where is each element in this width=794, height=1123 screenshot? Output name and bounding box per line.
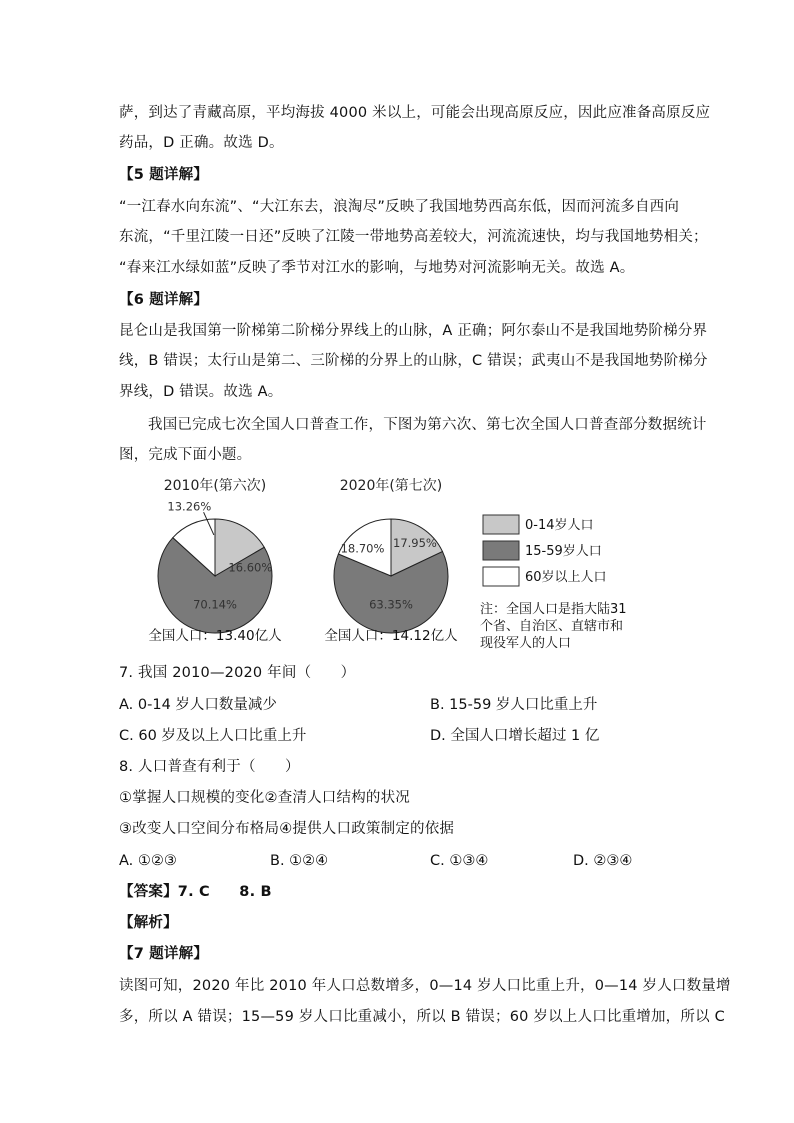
legend-note: 注：全国人口是指大陆31 (480, 602, 627, 617)
pie-slice-label: 18.70% (340, 541, 385, 556)
option-7d: D. 全国人口增长超过 1 亿 (430, 728, 600, 744)
legend-swatch-60plus (483, 567, 519, 586)
option-7b: B. 15-59 岁人口比重上升 (430, 697, 598, 713)
legend-note: 个省、自治区、直辖市和 (480, 619, 624, 634)
question-7: 7. 我国 2010—2020 年间（ ） (119, 665, 356, 681)
pie-title: 2020年(第七次) (339, 478, 443, 494)
text-line: “春来江水绿如蓝”反映了季节对江水的影响，与地势对河流影响无关。故选 A。 (119, 260, 635, 276)
pie-total-label: 全国人口：13.40亿人 (148, 628, 282, 644)
pie-slice-label: 17.95% (393, 535, 437, 550)
legend (480, 515, 627, 651)
section-heading-6: 【6 题详解】 (119, 292, 209, 308)
legend-label-0-14: 0-14岁人口 (525, 518, 594, 533)
pie-slice-label: 16.60% (228, 560, 273, 575)
legend-swatch-0-14 (483, 515, 519, 534)
option-7c: C. 60 岁及以上人口比重上升 (119, 728, 307, 744)
text-line: 读图可知，2020 年比 2010 年人口总数增多，0—14 岁人口比重上升，0—14 岁人口数量增 (119, 978, 731, 994)
option-7a: A. 0-14 岁人口数量减少 (119, 697, 277, 713)
option-8d: D. ②③④ (573, 853, 633, 869)
question-8: 8. 人口普查有利于（ ） (119, 759, 300, 775)
text-line: 萨，到达了青藏高原，平均海拔 4000 米以上，可能会出现高原反应，因此应准备高原反应 (119, 105, 711, 121)
pie-total-label: 全国人口：14.12亿人 (324, 628, 458, 644)
intro-text: 我国已完成七次全国人口普查工作，下图为第六次、第七次全国人口普查部分数据统计 (148, 417, 707, 433)
legend-label-60plus: 60岁以上人口 (525, 570, 607, 585)
text-line: 药品，D 正确。故选 D。 (119, 135, 284, 151)
text-line: “一江春水向东流”、“大江东去，浪淘尽”反映了我国地势西高东低，因而河流多自西向 (119, 199, 680, 215)
text-line: 昆仑山是我国第一阶梯第二阶梯分界线上的山脉，A 正确；阿尔泰山不是我国地势阶梯分界 (119, 323, 708, 339)
option-8c: C. ①③④ (430, 853, 489, 869)
text-line: 东流，“千里江陵一日还”反映了江陵一带地势高差较大，河流流速快，均与我国地势相关； (119, 229, 708, 245)
option-8b: B. ①②④ (270, 853, 329, 869)
legend-swatch-15-59 (483, 541, 519, 560)
question-8-statements: ③改变人口空间分布格局④提供人口政策制定的依据 (119, 821, 455, 837)
option-8a: A. ①②③ (119, 853, 177, 869)
question-8-statements: ①掌握人口规模的变化②查清人口结构的状况 (119, 790, 410, 806)
text-line: 多，所以 A 错误；15—59 岁人口比重减小，所以 B 错误；60 岁以上人口比重增加，所以 C (119, 1009, 725, 1025)
text-line: 界线，D 错误。故选 A。 (119, 384, 283, 400)
section-heading-7: 【7 题详解】 (119, 946, 209, 962)
legend-note: 现役军人的人口 (480, 636, 572, 651)
intro-text: 图，完成下面小题。 (119, 447, 252, 463)
analysis-heading: 【解析】 (119, 915, 178, 931)
pie-slice-label: 70.14% (193, 597, 237, 612)
pie-slice-label: 63.35% (369, 597, 413, 612)
pie-slice-label: 13.26% (167, 499, 212, 514)
text-line: 线，B 错误；太行山是第二、三阶梯的分界上的山脉，C 错误；武夷山不是我国地势阶梯分 (119, 353, 708, 369)
legend-label-15-59: 15-59岁人口 (525, 544, 602, 559)
section-heading-5: 【5 题详解】 (119, 167, 209, 183)
pie-title: 2010年(第六次) (163, 478, 267, 494)
answer-line: 【答案】7. C 8. B (119, 884, 272, 900)
population-pie-figure (140, 468, 660, 658)
